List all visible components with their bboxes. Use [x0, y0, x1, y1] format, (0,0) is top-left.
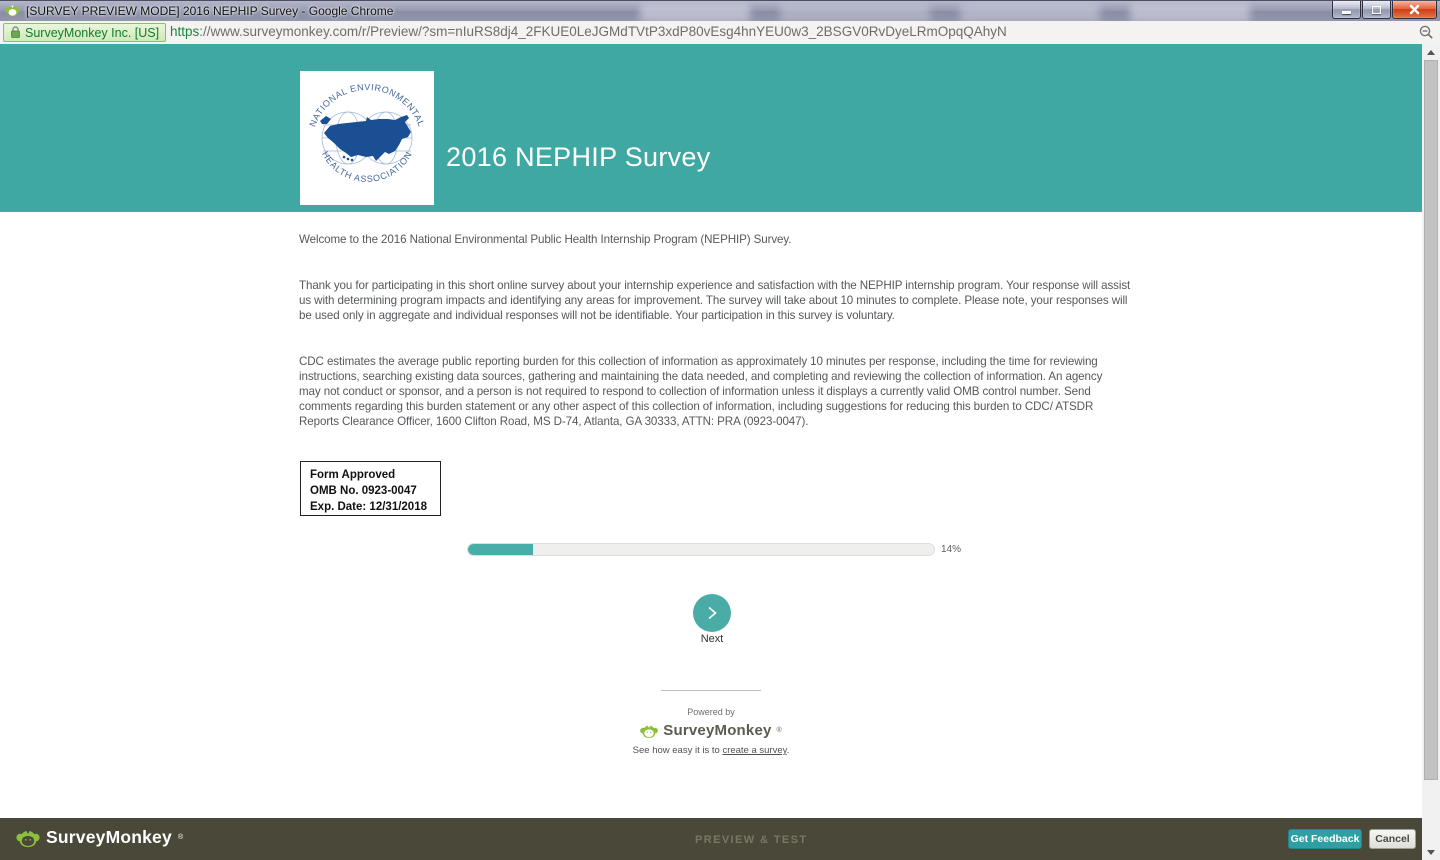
- surveymonkey-wordmark: SurveyMonkey: [663, 722, 772, 739]
- logo-arc-top-text: NATIONAL ENVIRONMENTAL: [307, 81, 427, 129]
- surveymonkey-favicon-icon: [5, 4, 20, 21]
- footer-divider: [661, 690, 761, 691]
- logo-arc-bottom-text: HEALTH ASSOCIATION: [320, 149, 414, 185]
- background-window-blur: [640, 4, 750, 21]
- create-survey-link[interactable]: create a survey: [722, 745, 787, 756]
- maximize-button[interactable]: [1362, 1, 1391, 19]
- lock-icon: [10, 26, 21, 39]
- registered-mark: ®: [776, 727, 782, 734]
- window-title: [SURVEY PREVIEW MODE] 2016 NEPHIP Survey - Google Chrome: [26, 4, 394, 18]
- progress-percent-label: 14%: [941, 544, 962, 555]
- zoom-out-icon[interactable]: [1419, 25, 1434, 45]
- close-button[interactable]: [1392, 1, 1437, 19]
- background-window-blur: [1130, 4, 1250, 21]
- surveymonkey-footer-logo[interactable]: [561, 722, 861, 739]
- surveymonkey-monkey-icon: [640, 723, 658, 739]
- powered-by-label: Powered by: [687, 707, 735, 717]
- background-window-blur: [960, 4, 1100, 21]
- surveymonkey-wordmark: SurveyMonkey: [46, 827, 172, 847]
- ev-badge-label: SurveyMonkey Inc. [US]: [25, 25, 160, 40]
- vertical-scrollbar[interactable]: [1422, 44, 1440, 860]
- omb-line-3: Exp. Date: 12/31/2018: [310, 501, 427, 513]
- progress-fill: [468, 544, 533, 555]
- cta-suffix: .: [786, 745, 790, 756]
- scroll-up-arrow[interactable]: [1422, 44, 1440, 60]
- progress-bar: [467, 543, 935, 556]
- omb-line-1: Form Approved: [310, 469, 396, 481]
- scroll-down-arrow[interactable]: [1422, 844, 1440, 860]
- cdc-burden-paragraph: CDC estimates the average public reporting burden for this collection of information as approximately 10 minutes per response, including the time for reviewing instructions, searching existing data sources, gathering and maintaining the data needed, and completing and reviewing the collection of information. An agency may not conduct or sponsor, and a person is not required to respond to collection of information unless it displays a currently valid OMB control number. Send comments regarding this burden statement or any other aspect of this collection of information, including suggestions for reducing this burden to CDC/ ATSDR Reports Clearance Officer, 1600 Clifton Road, MS D-74, Atlanta, GA 30333, ATTN: PRA (0923-0047).: [299, 354, 1103, 429]
- surveymonkey-monkey-icon: [16, 828, 40, 848]
- welcome-paragraph: Welcome to the 2016 National Environmental Public Health Internship Program (NEPHIP) Survey.: [299, 232, 792, 246]
- cancel-button[interactable]: Cancel: [1369, 829, 1416, 849]
- background-window-blur: [780, 4, 930, 21]
- browser-toolbar: [0, 21, 1440, 44]
- create-survey-cta: [561, 745, 861, 756]
- survey-header-banner: [0, 44, 1422, 212]
- next-button-label: Next: [700, 633, 724, 645]
- ev-security-badge[interactable]: [3, 23, 166, 42]
- omb-line-2: OMB No. 0923-0047: [310, 485, 417, 497]
- minimize-button[interactable]: [1332, 1, 1361, 19]
- omb-approval-box: [300, 461, 441, 516]
- survey-title: 2016 NEPHIP Survey: [446, 142, 711, 172]
- url-scheme: https: [170, 24, 200, 39]
- get-feedback-button[interactable]: Get Feedback: [1288, 829, 1362, 849]
- chevron-right-icon: [705, 605, 719, 621]
- address-bar[interactable]: [170, 24, 1007, 39]
- close-icon: [1409, 4, 1420, 15]
- thank-you-paragraph: Thank you for participating in this short online survey about your internship experience and satisfaction with the NEPHIP internship program. Your response will assist us with determining program impacts and identifying any areas for improvement. The survey will take about 10 minutes to complete. Please note, your responses will be used only in aggregate and individual responses will not be identifiable. Your participation in this survey is voluntary.: [299, 278, 1131, 322]
- scrollbar-thumb[interactable]: [1424, 60, 1438, 780]
- url-rest: ://www.surveymonkey.com/r/Preview/?sm=nIuRS8dj4_2FKUE0LeJGMdTVtP3xdP80vEsg4hnYEU0w3_2BSGV0RvDyeLRmOpqQAhyN: [199, 24, 1007, 39]
- cta-prefix: See how easy it is to: [632, 745, 723, 756]
- next-button[interactable]: [693, 594, 731, 632]
- neha-logo: [300, 71, 434, 205]
- window-titlebar: [0, 0, 1440, 21]
- surveymonkey-bar-logo: [16, 827, 183, 848]
- preview-and-test-label: PREVIEW & TEST: [695, 834, 808, 846]
- registered-mark: ®: [177, 834, 184, 841]
